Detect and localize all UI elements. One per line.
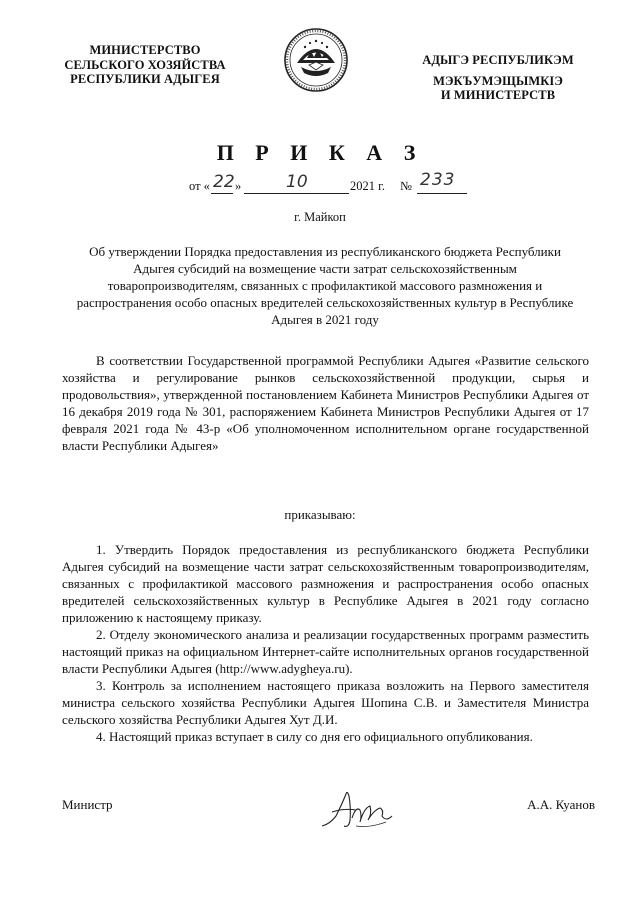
document-title: П Р И К А З <box>216 140 424 165</box>
orders-word: приказываю: <box>284 507 356 522</box>
order-number-underline <box>417 193 467 194</box>
order-day-underline <box>211 193 233 194</box>
order-item: 3. Контроль за исполнением настоящего приказа возложить на Первого заместителя министра сельского хозяйства Республики Адыгея Шопина С.В. и Заместителя Министра сельского хозяйства Республики Адыгея Хут Д.И. <box>62 678 589 727</box>
header-right-line2: МЭКЪУМЭЩЫМКIЭ <box>433 73 563 88</box>
header-left-line: МИНИСТЕРСТВО <box>89 43 201 57</box>
order-day-handwritten: 22 <box>213 172 235 192</box>
city: г. Майкоп <box>294 210 346 224</box>
signatory-name: А.А. Куанов <box>527 797 595 812</box>
order-date-number-line <box>175 172 475 196</box>
ministry-name-adyghe <box>398 53 598 103</box>
ministry-name-russian <box>40 43 250 87</box>
document-subject: Об утверждении Порядка предоставления из республиканского бюджета Республики Адыгея субсидий на возмещение части затрат сельскохозяйственным товаропроизводителям, связанных с профилактикой массового размножения и распространения особо опасных вредителей сельскохозяйственных культур в Республике Адыгея в 2021 году <box>76 244 574 327</box>
order-day-close-quote: » <box>235 179 242 193</box>
handwritten-signature <box>316 786 398 834</box>
order-month-handwritten: 10 <box>286 172 308 192</box>
order-item: 1. Утвердить Порядок предоставления из республиканского бюджета Республики Адыгея субсидий на возмещение части затрат сельскохозяйственным товаропроизводителям, связанных с профилактикой массового размножения и распространения особо опасных вредителей сельскохозяйственных культур в Республике Адыгея в 2021 году согласно приложению к настоящему приказу. <box>62 542 589 625</box>
order-item: 2. Отделу экономического анализа и реализации государственных программ разместить настоящий приказ на официальном Интернет-сайте исполнительных органов государственной власти Республики Адыгея (http://www.adygheya.ru). <box>62 627 589 676</box>
signatory-title: Министр <box>62 797 113 812</box>
header-right-line1: АДЫГЭ РЕСПУБЛИКЭМ <box>422 53 574 67</box>
header-right-line3: И МИНИСТЕРСТВ <box>440 88 556 102</box>
coat-of-arms-emblem <box>283 27 349 93</box>
order-item: 4. Настоящий приказ вступает в силу со дня его официального опубликования. <box>96 729 533 744</box>
order-month-underline <box>244 193 349 194</box>
header-left-line: СЕЛЬСКОГО ХОЗЯЙСТВА <box>64 57 226 72</box>
order-from-label: от « <box>189 179 210 193</box>
order-number-handwritten: 233 <box>420 170 456 190</box>
header-left-line: РЕСПУБЛИКИ АДЫГЕЯ <box>70 72 220 86</box>
preamble-paragraph: В соответствии Государственной программой Республики Адыгея «Развитие сельского хозяйства и регулирование рынков сельскохозяйственной продукции, сырья и продовольствия», утвержденной постановлением Кабинета Министров Республики Адыгея от 16 декабря 2019 года № 301, распоряжением Кабинета Министров Республики Адыгея от 17 февраля 2021 года № 43-р «Об уполномоченном исполнительном органе государственной власти Республики Адыгея» <box>62 353 589 453</box>
order-number-label: № <box>400 179 412 193</box>
order-year: 2021 г. <box>350 179 385 193</box>
